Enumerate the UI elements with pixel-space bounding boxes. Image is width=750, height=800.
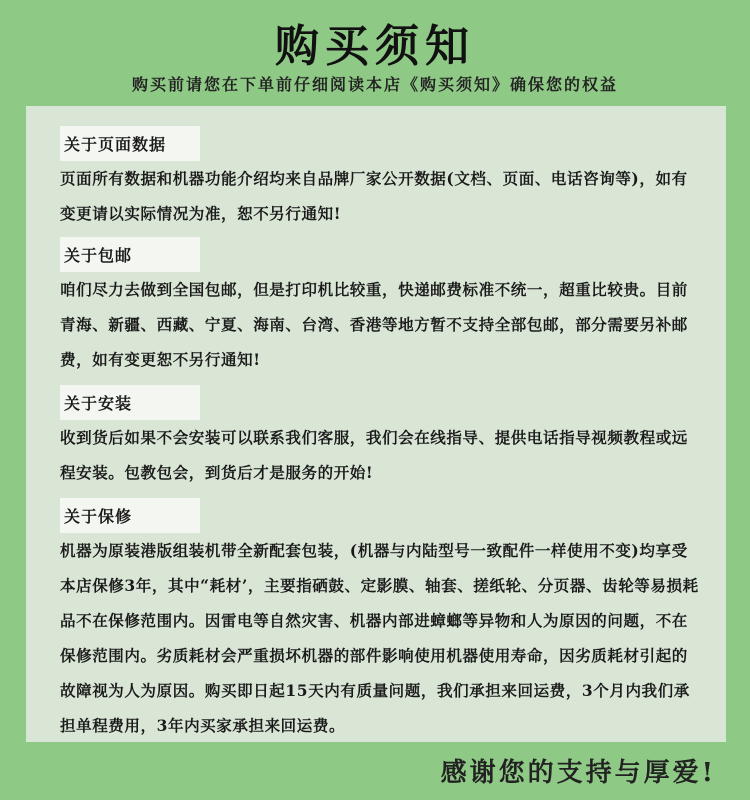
section-installation (60, 379, 702, 490)
page-title: 购买须知 (275, 21, 475, 72)
section-body: 机器为原装港版组装机带全新配套包装，(机器与内陆型号一致配件一样使用不变)均享受本店保修3年，其中“耗材’，主要指硒鼓、定影膜、轴套、搓纸轮、分页器、齿轮等易损耗品不在保修范围内。因雷电等自然灾害、机器内部进蟑螂等异物和人为原因的问题，不在保修范围内。劣质耗材会严重损坏机器的部件影响使用机器使用寿命，因劣质耗材引起的故障视为人为原因。购买即日起15天内有质量问题，我们承担来回运费，3个月内我们承担单程费用，3年内买家承担来回运费。 (60, 541, 699, 735)
page-subtitle: 购买前请您在下单前仔细阅读本店《购买须知》确保您的权益 (131, 75, 618, 94)
section-body: 咱们尽力去做到全国包邮，但是打印机比较重，快递邮费标准不统一，超重比较贵。目前青海、新疆、西藏、宁夏、海南、台湾、香港等地方暂不支持全部包邮，部分需要另补邮费，如有变更恕不另行通知! (60, 280, 688, 369)
section-heading: 关于包邮 (60, 237, 200, 272)
section-body: 页面所有数据和机器功能介绍均来自品牌厂家公开数据(文档、页面、电话咨询等)，如有变更请以实际情况为准，恕不另行通知! (60, 169, 688, 223)
section-warranty (60, 492, 702, 743)
section-heading: 关于页面数据 (60, 126, 200, 161)
section-shipping (60, 233, 702, 377)
section-page-data (60, 126, 702, 231)
section-body: 收到货后如果不会安装可以联系我们客服，我们会在线指导、提供电话指导视频教程或远程安装。包教包会，到货后才是服务的开始! (60, 428, 688, 482)
footer-thanks: 感谢您的支持与厚爱! (440, 758, 716, 788)
section-heading: 关于保修 (60, 498, 200, 533)
notice-panel (26, 106, 726, 742)
section-heading: 关于安装 (60, 385, 200, 420)
